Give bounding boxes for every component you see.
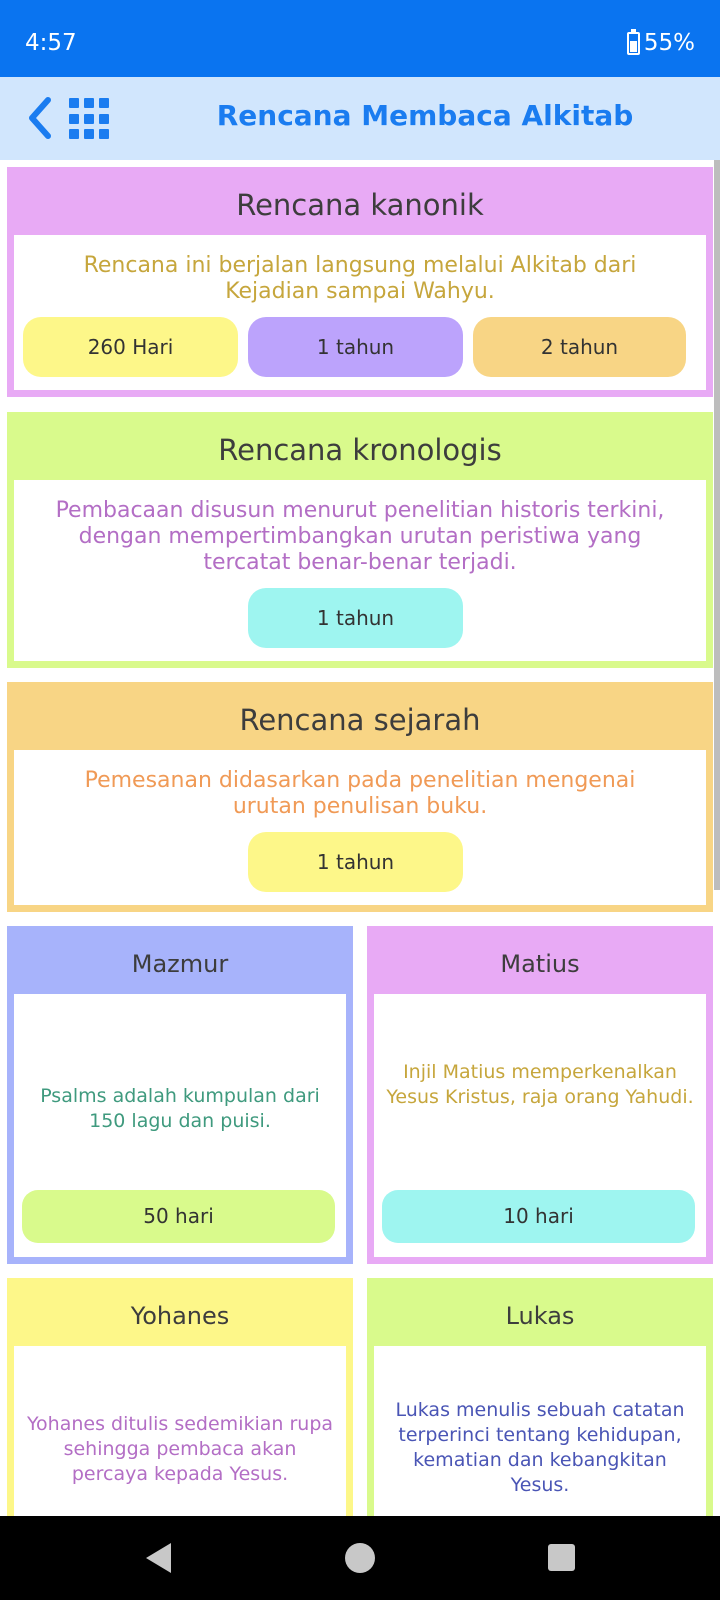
book-card-matius	[367, 926, 713, 1264]
book-description: Psalms adalah kumpulan dari 150 lagu dan puisi.	[40, 1085, 320, 1132]
status-battery	[627, 30, 695, 56]
plan-title: Rencana kronologis	[218, 433, 502, 467]
book-title: Yohanes	[130, 1302, 230, 1330]
plan-option-button[interactable]: 1 tahun	[248, 832, 463, 892]
book-duration-button[interactable]: 50 hari	[22, 1190, 335, 1243]
plan-description: Pembacaan disusun menurut penelitian historis terkini, dengan mempertimbangkan urutan peristiwa yang tercatat benar-benar terjadi.	[55, 498, 665, 575]
system-nav-bar	[0, 1516, 720, 1600]
book-title: Mazmur	[131, 950, 229, 978]
book-body	[374, 994, 706, 1257]
status-time: 4:57	[25, 30, 77, 56]
plan-body	[14, 235, 706, 390]
book-body	[14, 1346, 346, 1516]
book-card-yohanes	[7, 1278, 353, 1516]
plan-body	[14, 750, 706, 905]
triangle-back-icon[interactable]	[146, 1543, 171, 1573]
book-title: Matius	[500, 950, 580, 978]
plan-title: Rencana sejarah	[239, 703, 481, 737]
square-recents-icon[interactable]	[548, 1544, 575, 1571]
chevron-left-icon[interactable]	[24, 96, 58, 140]
plan-option-button[interactable]: 1 tahun	[248, 317, 463, 377]
battery-icon	[627, 32, 640, 55]
book-description: Yohanes ditulis sedemikian rupa sehingga pembaca akan percaya kepada Yesus.	[26, 1413, 334, 1485]
book-title: Lukas	[505, 1302, 575, 1330]
plan-card-sejarah	[7, 682, 713, 912]
circle-home-icon[interactable]	[345, 1543, 375, 1573]
plan-title: Rencana kanonik	[236, 188, 484, 222]
app-bar	[0, 77, 720, 160]
plan-description: Pemesanan didasarkan pada penelitian mengenai urutan penulisan buku.	[84, 768, 636, 819]
status-bar	[0, 0, 720, 77]
book-description: Injil Matius memperkenalkan Yesus Kristus, raja orang Yahudi.	[386, 1061, 694, 1108]
plan-option-button[interactable]: 1 tahun	[248, 588, 463, 648]
plan-body	[14, 480, 706, 661]
plan-description: Rencana ini berjalan langsung melalui Alkitab dari Kejadian sampai Wahyu.	[83, 253, 637, 304]
grid-icon[interactable]	[69, 98, 111, 140]
book-card-lukas	[367, 1278, 713, 1516]
plan-list[interactable]	[0, 160, 720, 1516]
scrollbar[interactable]	[714, 160, 720, 890]
plan-option-button[interactable]: 260 Hari	[23, 317, 238, 377]
book-body	[374, 1346, 706, 1516]
book-body	[14, 994, 346, 1257]
plan-card-kanonik	[7, 167, 713, 397]
book-duration-button[interactable]: 10 hari	[382, 1190, 695, 1243]
battery-percent: 55%	[643, 30, 695, 56]
book-description: Lukas menulis sebuah catatan terperinci tentang kehidupan, kematian dan kebangkitan Yesus.	[395, 1399, 685, 1496]
plan-option-button[interactable]: 2 tahun	[473, 317, 686, 377]
page-title: Rencana Membaca Alkitab	[216, 99, 634, 132]
book-card-mazmur	[7, 926, 353, 1264]
plan-card-kronologis	[7, 412, 713, 668]
